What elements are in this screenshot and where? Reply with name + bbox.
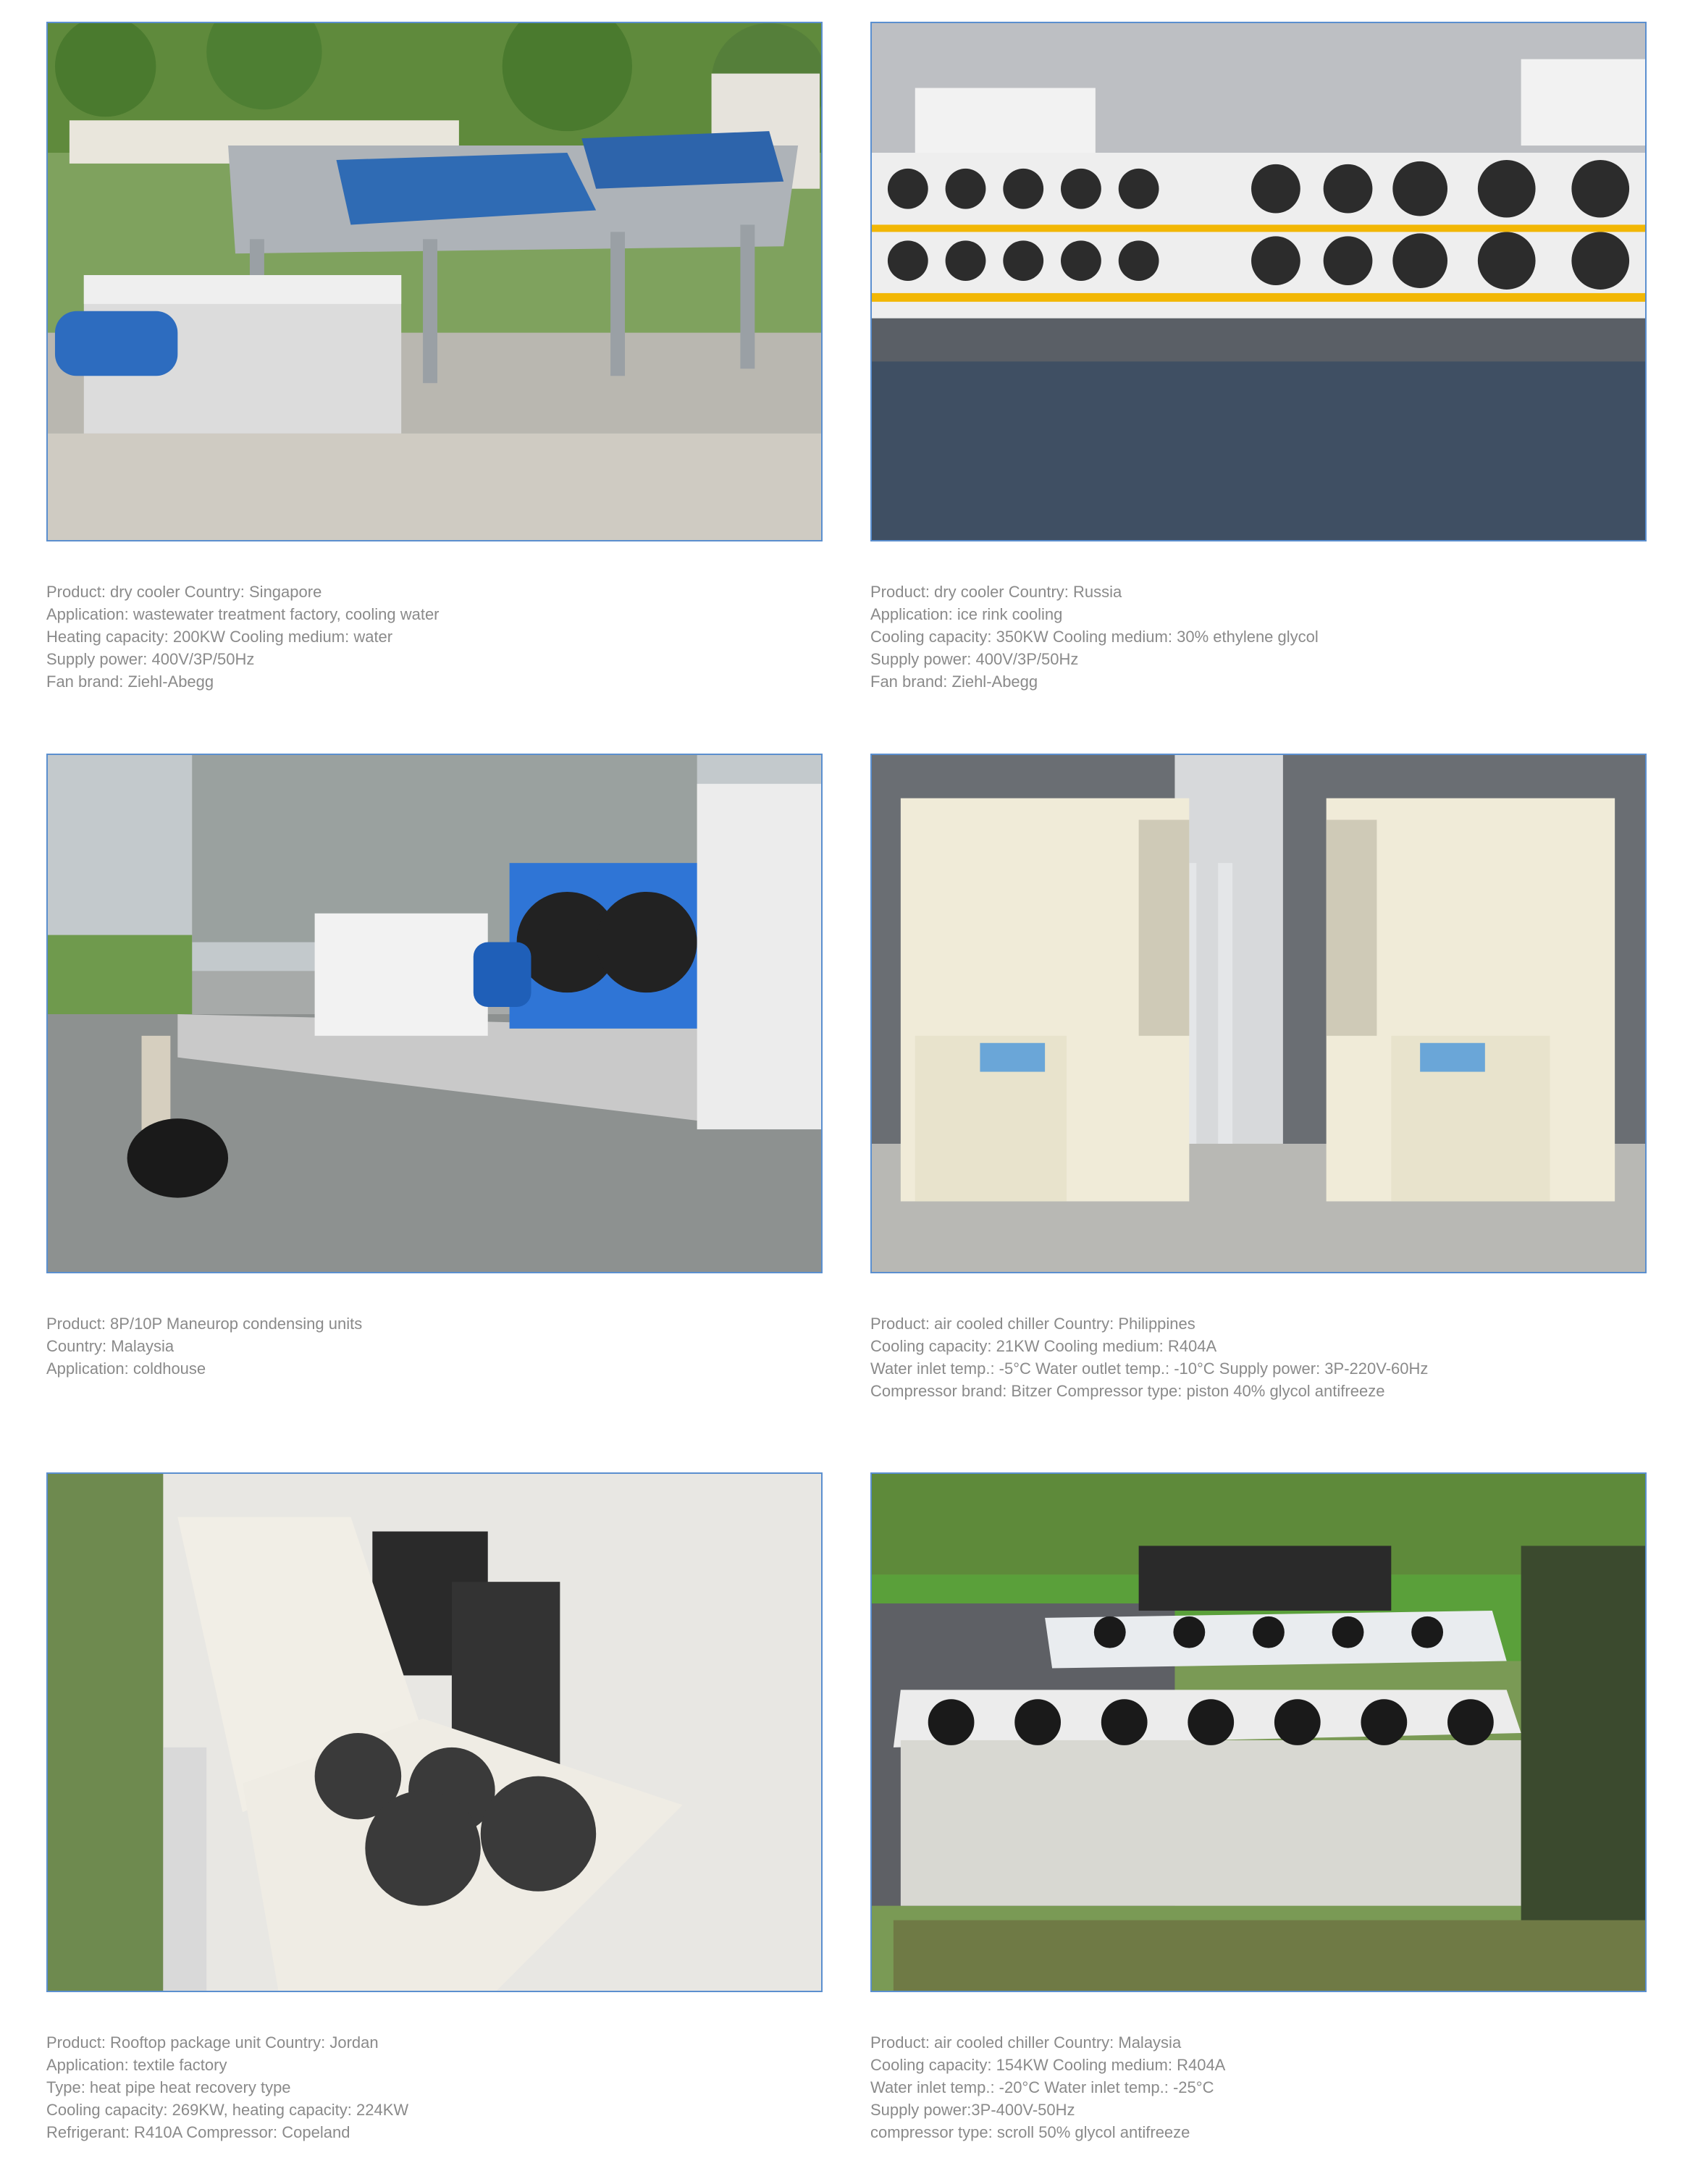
caption-line: Refrigerant: R410A Compressor: Copeland <box>46 2123 350 2141</box>
caption-russia <box>870 581 1647 693</box>
caption-line: Compressor brand: Bitzer Compressor type: piston 40% glycol antifreeze <box>870 1382 1385 1400</box>
caption-line: Product: air cooled chiller Country: Philippines <box>870 1315 1195 1333</box>
caption-line: Supply power: 400V/3P/50Hz <box>870 650 1079 668</box>
caption-line: Application: wastewater treatment factory, cooling water <box>46 605 440 623</box>
caption-line: Supply power: 400V/3P/50Hz <box>46 650 255 668</box>
rooftop-package-unit-photo <box>46 1472 823 1992</box>
caption-line: Cooling capacity: 350KW Cooling medium: 30% ethylene glycol <box>870 628 1319 646</box>
caption-line: Product: air cooled chiller Country: Malaysia <box>870 2033 1182 2052</box>
caption-line: compressor type: scroll 50% glycol antifreeze <box>870 2123 1190 2141</box>
caption-line: Application: ice rink cooling <box>870 605 1063 623</box>
reference-card-malaysia-condensing <box>46 754 823 1380</box>
caption-malaysia-condensing <box>46 1312 823 1380</box>
reference-card-malaysia-chiller <box>870 1472 1647 2143</box>
caption-line: Water inlet temp.: -5°C Water outlet temp.: -10°C Supply power: 3P-220V-60Hz <box>870 1359 1429 1378</box>
caption-line: Fan brand: Ziehl-Abegg <box>46 673 214 691</box>
caption-line: Product: Rooftop package unit Country: Jordan <box>46 2033 379 2052</box>
reference-card-singapore <box>46 22 823 693</box>
chillers-malaysia-photo <box>870 1472 1647 1992</box>
caption-line: Cooling capacity: 21KW Cooling medium: R404A <box>870 1337 1217 1355</box>
caption-philippines <box>870 1312 1647 1402</box>
caption-line: Application: coldhouse <box>46 1359 206 1378</box>
caption-line: Product: 8P/10P Maneurop condensing units <box>46 1315 363 1333</box>
caption-line: Fan brand: Ziehl-Abegg <box>870 673 1038 691</box>
caption-jordan <box>46 2031 823 2143</box>
caption-line: Heating capacity: 200KW Cooling medium: water <box>46 628 393 646</box>
reference-card-russia <box>870 22 1647 693</box>
caption-line: Cooling capacity: 154KW Cooling medium: R404A <box>870 2056 1226 2074</box>
caption-singapore <box>46 581 823 693</box>
caption-line: Country: Malaysia <box>46 1337 175 1355</box>
caption-line: Cooling capacity: 269KW, heating capacity: 224KW <box>46 2101 409 2119</box>
caption-line: Application: textile factory <box>46 2056 227 2074</box>
reference-card-jordan <box>46 1472 823 2143</box>
dry-cooler-singapore-photo <box>46 22 823 541</box>
dry-cooler-russia-photo <box>870 22 1647 541</box>
caption-line: Water inlet temp.: -20°C Water inlet temp.: -25°C <box>870 2078 1214 2096</box>
condensing-units-photo <box>46 754 823 1273</box>
chillers-philippines-photo <box>870 754 1647 1273</box>
caption-line: Product: dry cooler Country: Singapore <box>46 583 322 601</box>
caption-malaysia-chiller <box>870 2031 1647 2143</box>
reference-card-philippines <box>870 754 1647 1402</box>
caption-line: Product: dry cooler Country: Russia <box>870 583 1122 601</box>
caption-line: Supply power:3P-400V-50Hz <box>870 2101 1075 2119</box>
caption-line: Type: heat pipe heat recovery type <box>46 2078 291 2096</box>
